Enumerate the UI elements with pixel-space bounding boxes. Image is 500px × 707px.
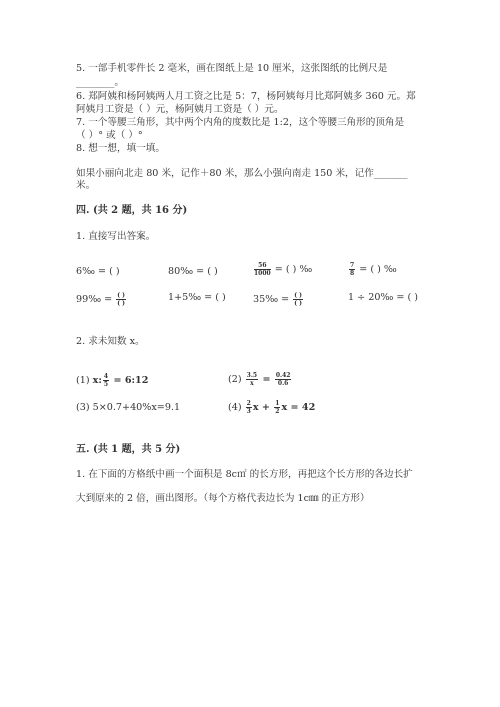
q8-line4: 米。: [76, 180, 96, 191]
section-4-heading: 四. (共 2 题，共 16 分): [76, 205, 188, 216]
calc-r1-c-num: 56: [254, 262, 271, 270]
eq4-n1: 2: [246, 400, 251, 407]
eq4-label: (4): [228, 402, 242, 413]
eq2-mid: =: [259, 374, 274, 385]
eq1-tail: = 6:12: [110, 375, 149, 386]
section-5-heading: 五. (共 1 题，共 5 分): [76, 444, 181, 455]
calc-r2-c-num: ( ): [294, 292, 302, 299]
eq1-den: 5: [103, 381, 109, 388]
eq4-mid: x +: [252, 402, 274, 413]
calc-r1-b: 80‰ = ( ): [168, 266, 218, 277]
calc-r2-c: [253, 292, 304, 307]
q8-line1: 8. 想一想，填一填。: [76, 143, 165, 154]
sec4-q1-title: 1. 直接写出答案。: [76, 231, 156, 242]
calc-r2-d: 1 ÷ 20‰ = ( ): [348, 292, 418, 303]
eq4-n2: 1: [275, 400, 280, 407]
eq2-den1: x: [250, 380, 254, 387]
q8-line3: 如果小丽向北走 80 米，记作＋80 米，那么小强向南走 150 米，记作_______: [76, 168, 408, 179]
q5-line1: 5. 一部手机零件长 2 毫米，画在图纸上是 10 厘米，这张图纸的比例尺是: [76, 63, 388, 74]
calc-r2-c-den: ( ): [294, 300, 302, 307]
calc-r1-c-tail: = ( ) ‰: [271, 264, 313, 275]
calc-r2-a: [76, 292, 127, 307]
equation-4: [228, 400, 315, 415]
eq2-label: (2): [228, 374, 242, 385]
calc-r2-b: 1+5‰ = ( ): [168, 292, 226, 303]
calc-r1-d-den: 8: [350, 270, 355, 277]
calc-r1-d-num: 7: [350, 262, 355, 269]
calc-r1-a: 6‰ = ( ): [76, 266, 120, 277]
eq2-den2: 0.6: [277, 380, 289, 387]
equation-2: [228, 372, 292, 387]
q5-line2: ________。: [76, 77, 124, 88]
calc-r1-c: [253, 262, 312, 277]
q7-line2: （ ）° 或（ ）°: [76, 130, 143, 141]
sec5-line1: 1. 在下面的方格纸中画一个面积是 8c㎡ 的长方形，再把这个长方形的各边长扩: [76, 469, 413, 480]
sec4-q2-title: 2. 求未知数 x。: [76, 336, 145, 347]
eq1-num: 4: [103, 373, 109, 380]
equation-1: [76, 373, 148, 388]
eq2-num1: 3.5: [246, 372, 258, 379]
q6-line1: 6. 郑阿姨和杨阿姨两人月工资之比是 5：7，杨阿姨每月比郑阿姨多 360 元。郑: [76, 91, 416, 102]
sec5-line2: 大到原来的 2 倍，画出图形。（每个方格代表边长为 1c㎜ 的正方形）: [76, 493, 370, 504]
calc-r2-a-text: 99‰ =: [76, 294, 116, 305]
calc-r1-c-den: 1000: [254, 270, 271, 277]
eq1-pre: x:: [92, 375, 102, 386]
calc-r1-d-tail: = ( ) ‰: [356, 264, 397, 275]
calc-r2-c-text: 35‰ =: [253, 294, 293, 305]
calc-r2-a-num: ( ): [117, 292, 125, 299]
q6-line2: 阿姨月工资是（ ）元，杨阿姨月工资是（ ）元。: [76, 104, 284, 115]
q7-line1: 7. 一个等腰三角形，其中两个内角的度数比是 1:2，这个等腰三角形的顶角是: [76, 117, 405, 128]
eq2-num2: 0.42: [275, 372, 291, 379]
eq4-tail: x = 42: [281, 402, 316, 413]
equation-3: (3) 5×0.7+40%x=9.1: [76, 402, 181, 413]
eq4-d1: 3: [246, 408, 251, 415]
eq4-d2: 2: [275, 408, 280, 415]
calc-r1-d: [348, 262, 397, 277]
calc-r2-a-den: ( ): [117, 300, 125, 307]
eq1-label: (1): [76, 375, 90, 386]
